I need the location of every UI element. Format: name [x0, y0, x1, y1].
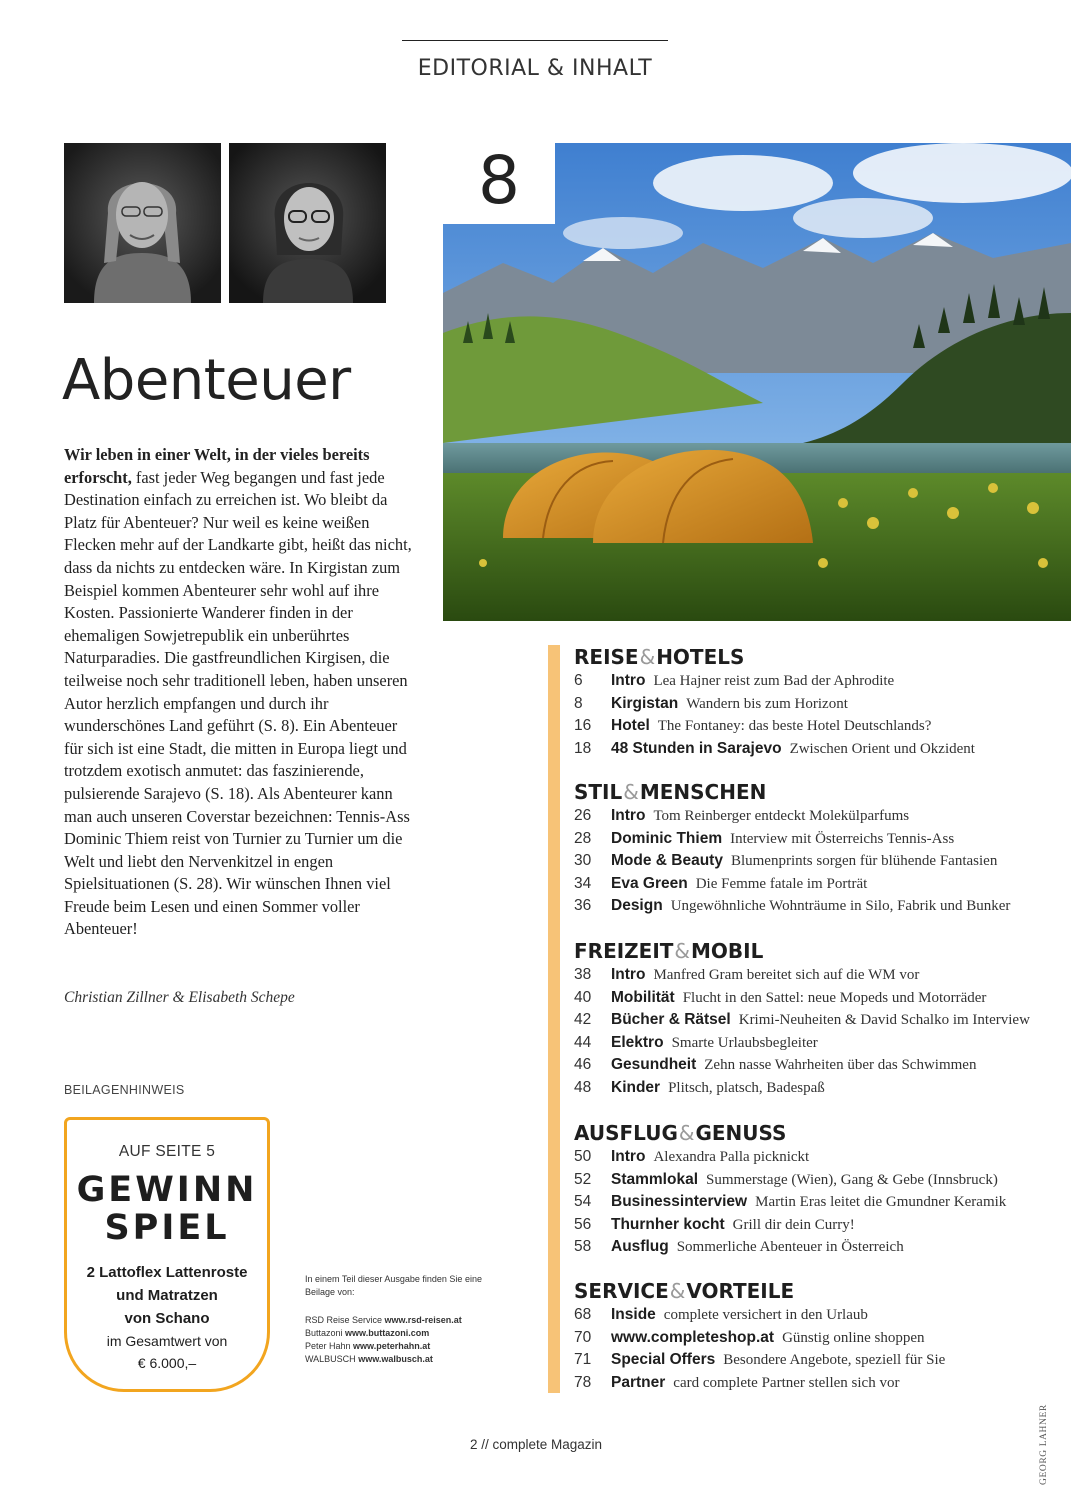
toc-heading-amp: & — [639, 645, 656, 669]
toc-entry[interactable] — [574, 1329, 945, 1352]
toc-section-stil-menschen — [574, 780, 1010, 920]
editorial-lead: Wir leben in einer Welt, in der vieles bereits erforscht, — [64, 445, 370, 487]
promo-prize-line2: und Matratzen — [116, 1287, 218, 1304]
toc-entry-title: Bücher & Rätsel — [611, 1011, 731, 1029]
toc-entry-desc: Summerstage (Wien), Gang & Gebe (Innsbruck) — [706, 1171, 998, 1188]
toc-page-number: 40 — [574, 988, 592, 1006]
toc-entry-desc: Lea Hajner reist zum Bad der Aphrodite — [653, 673, 895, 689]
toc-entry[interactable] — [574, 1056, 1030, 1079]
toc-entry-title: 48 Stunden in Sarajevo — [611, 739, 782, 757]
toc-entry-desc: Grill dir dein Curry! — [732, 1216, 855, 1233]
toc-entry-title: Stammlokal — [611, 1170, 699, 1188]
toc-page-number: 68 — [574, 1306, 592, 1323]
toc-page-number: 38 — [574, 966, 592, 983]
toc-heading-amp: & — [674, 939, 691, 963]
editorial-body — [64, 444, 416, 941]
toc-entry[interactable] — [574, 1034, 1030, 1057]
toc-entry-desc: Tom Reinberger entdeckt Molekülparfums — [653, 808, 910, 824]
toc-page-number: 26 — [574, 807, 592, 824]
toc-entry-title: Elektro — [611, 1033, 664, 1051]
toc-entry-desc: Manfred Gram bereitet sich auf die WM vor — [653, 967, 920, 983]
toc-entry[interactable] — [574, 740, 975, 763]
toc-entry-desc: Günstig online shoppen — [782, 1329, 925, 1346]
toc-entry-desc: Plitsch, platsch, Badespaß — [668, 1079, 825, 1096]
insert-name: Buttazoni — [305, 1328, 343, 1338]
toc-section-reise-hotels — [574, 645, 975, 762]
toc-page-number: 50 — [574, 1148, 592, 1165]
toc-page-number: 6 — [574, 672, 583, 689]
toc-accent-bar — [548, 645, 560, 1393]
toc-entry-title: Kinder — [611, 1078, 661, 1096]
editorial-signature: Christian Zillner & Elisabeth Schepe — [64, 989, 295, 1006]
toc-entry[interactable] — [574, 852, 1010, 875]
toc-page-number: 28 — [574, 829, 592, 847]
promo-title-line1: GEWINN — [76, 1170, 258, 1210]
toc-page-number: 46 — [574, 1056, 592, 1074]
toc-entry-desc: complete versichert in den Urlaub — [663, 1307, 868, 1323]
toc-entry-desc: Ungewöhnliche Wohnträume in Silo, Fabrik und Bunker — [670, 898, 1011, 915]
toc-entry-title: www.completeshop.at — [611, 1328, 775, 1346]
header-rule — [402, 40, 668, 41]
toc-entry[interactable] — [574, 1216, 1006, 1239]
toc-section-heading — [574, 780, 1010, 804]
toc-section-service-vorteile — [574, 1279, 945, 1396]
toc-entry[interactable] — [574, 897, 1010, 920]
toc-entry[interactable] — [574, 1374, 945, 1397]
toc-page-number: 78 — [574, 1373, 592, 1391]
toc-entry-desc: Flucht in den Sattel: neue Mopeds und Motorräder — [682, 989, 987, 1006]
toc-heading-first: STIL — [574, 780, 623, 804]
insert-line — [305, 1353, 495, 1366]
toc-page-number: 16 — [574, 717, 592, 735]
promo-title — [67, 1171, 267, 1247]
toc-heading-second: GENUSS — [695, 1121, 787, 1145]
toc-page-number: 70 — [574, 1328, 592, 1346]
toc-heading-first: AUSFLUG — [574, 1121, 678, 1145]
toc-entry[interactable] — [574, 1171, 1006, 1194]
toc-entry-desc: Martin Eras leitet die Gmundner Keramik — [755, 1194, 1007, 1211]
promo-prize-line3: von Schano — [124, 1310, 210, 1327]
insert-name: WALBUSCH — [305, 1354, 356, 1364]
toc-entry[interactable] — [574, 695, 975, 718]
toc-section-heading — [574, 939, 1030, 963]
toc-entry-title: Eva Green — [611, 874, 688, 892]
toc-entry[interactable] — [574, 1193, 1006, 1216]
toc-entry[interactable] — [574, 1306, 945, 1329]
toc-page-number: 52 — [574, 1170, 592, 1188]
insert-url-link[interactable]: www.walbusch.at — [358, 1354, 433, 1364]
page-footer: 2 // complete Magazin — [469, 1437, 603, 1452]
toc-entry[interactable] — [574, 1079, 1030, 1102]
toc-heading-first: REISE — [574, 645, 639, 669]
feature-page-number: 8 — [443, 143, 555, 224]
insert-line — [305, 1314, 495, 1327]
insert-intro: In einem Teil dieser Ausgabe finden Sie eine Beilage von: — [305, 1274, 482, 1297]
toc-entry-desc: card complete Partner stellen sich vor — [673, 1374, 900, 1391]
promo-prize-line1: 2 Lattoflex Lattenroste — [86, 1264, 248, 1281]
portrait-christian-zillner — [64, 143, 221, 303]
toc-entry-title: Ausflug — [611, 1238, 669, 1256]
toc-entry-title: Dominic Thiem — [611, 829, 723, 847]
toc-page-number: 58 — [574, 1238, 592, 1256]
toc-entry[interactable] — [574, 672, 975, 695]
toc-page-number: 8 — [574, 694, 583, 712]
toc-entry-title: Thurnher kocht — [611, 1215, 725, 1233]
beilagen-label: BEILAGENHINWEIS — [64, 1083, 185, 1097]
toc-entry[interactable] — [574, 1238, 1006, 1261]
insert-url-link[interactable]: www.peterhahn.at — [353, 1341, 431, 1351]
toc-page-number: 54 — [574, 1193, 592, 1211]
toc-entry-desc: Zehn nasse Wahrheiten über das Schwimmen — [704, 1057, 977, 1074]
insert-url-link[interactable]: www.rsd-reisen.at — [384, 1315, 462, 1325]
toc-heading-second: MOBIL — [691, 939, 764, 963]
editorial-heading: Abenteuer — [62, 348, 351, 413]
toc-page-number: 44 — [574, 1033, 592, 1051]
toc-entry-desc: Besondere Angebote, speziell für Sie — [723, 1352, 946, 1369]
toc-heading-second: HOTELS — [656, 645, 745, 669]
toc-entry-desc: Interview mit Österreichs Tennis-Ass — [730, 830, 955, 847]
promo-value-line1: im Gesamtwert von — [106, 1333, 228, 1349]
toc-heading-amp: & — [669, 1279, 686, 1303]
toc-entry-title: Design — [611, 897, 663, 915]
toc-entry-title: Gesundheit — [611, 1056, 697, 1074]
toc-page-number: 56 — [574, 1215, 592, 1233]
promo-title-line2: SPIEL — [104, 1208, 230, 1248]
insert-name: Peter Hahn — [305, 1341, 351, 1351]
editorial-text: fast jeder Weg begangen und fast jede Destination einfach zu erreichen ist. Wo bleibt da Platz für Abenteuer? Nur weil es keine weißen Flecken mehr auf der Landkarte gibt, heißt das nicht, dass da nichts zu entdecken wäre. In Kirgistan zum Beispiel kommen Abenteurer sehr wohl auf ihre Kosten. Passionierte Wanderer finden in der ehemaligen Sowjetrepublik ein unberührtes Naturparadies. Die gastfreundlichen Kirgisen, die teilweise noch sehr traditionell leben, haben unseren Autor herzlich empfangen und durch ihr wunderschönes Land geführt (S. 8). Ein Abenteuer für sich ist eine Stadt, die mitten in Europa liegt und trotzdem exotisch anmutet: das faszinierende, pulsierende Sarajevo (S. 18). Als Abenteurer kann man auch unseren Coverstar bezeichnen: Tennis-Ass Dominic Thiem reist von Turnier zu Turnier um die Welt und liebt den Nervenkitzel in engen Spielsituationen (S. 28). Wir wünschen Ihnen viel Freude beim Lesen und einen Sommer voller Abenteuer! — [64, 467, 412, 939]
toc-page-number: 36 — [574, 897, 592, 915]
promo-page-ref: AUF SEITE 5 — [118, 1143, 216, 1160]
toc-entry[interactable] — [574, 830, 1010, 853]
toc-entry-title: Hotel — [611, 717, 650, 735]
gewinnspiel-promo-box — [64, 1117, 270, 1392]
toc-entry-desc: Sommerliche Abenteuer in Österreich — [676, 1239, 904, 1256]
toc-entry[interactable] — [574, 807, 1010, 830]
toc-heading-amp: & — [623, 780, 639, 804]
toc-page-number: 42 — [574, 1011, 592, 1029]
toc-entry-desc: Wandern bis zum Horizont — [686, 695, 848, 712]
photo-credit — [1039, 1395, 1051, 1485]
toc-page-number: 18 — [574, 739, 592, 757]
toc-entry-desc: Alexandra Palla picknickt — [653, 1149, 810, 1165]
insert-info — [305, 1273, 495, 1366]
toc-entry-title: Intro — [611, 966, 646, 983]
toc-entry-title: Intro — [611, 1148, 646, 1165]
toc-section-heading — [574, 1121, 1006, 1145]
toc-heading-first: SERVICE — [574, 1279, 669, 1303]
promo-value-line2: € 6.000,– — [137, 1355, 197, 1371]
toc-entry-desc: Blumenprints sorgen für blühende Fantasien — [730, 853, 998, 870]
toc-entry-title: Kirgistan — [611, 694, 679, 712]
promo-prize — [67, 1261, 267, 1330]
toc-entry-desc: Krimi-Neuheiten & David Schalko im Interview — [738, 1012, 1030, 1029]
insert-url-link[interactable]: www.buttazoni.com — [345, 1328, 430, 1338]
insert-line — [305, 1327, 495, 1340]
toc-section-freizeit-mobil — [574, 939, 1030, 1102]
toc-entry[interactable] — [574, 1011, 1030, 1034]
insert-line — [305, 1340, 495, 1353]
toc-entry[interactable] — [574, 966, 1030, 989]
page-header-title: EDITORIAL & INHALT — [417, 56, 653, 81]
toc-page-number: 30 — [574, 852, 592, 870]
toc-page-number: 34 — [574, 874, 592, 892]
toc-heading-second: VORTEILE — [686, 1279, 795, 1303]
toc-entry-title: Mobilität — [611, 988, 675, 1006]
toc-entry-title: Inside — [611, 1306, 656, 1323]
toc-entry-title: Intro — [611, 672, 646, 689]
toc-section-heading — [574, 645, 975, 669]
toc-entry-title: Mode & Beauty — [611, 852, 723, 870]
toc-entry[interactable] — [574, 989, 1030, 1012]
photo-credit-text: GEORG LAHNER — [1039, 1404, 1049, 1485]
toc-entry[interactable] — [574, 875, 1010, 898]
toc-entry[interactable] — [574, 1148, 1006, 1171]
toc-entry-desc: Die Femme fatale im Porträt — [695, 875, 868, 892]
toc-entry-desc: The Fontaney: das beste Hotel Deutschlands? — [657, 718, 932, 735]
toc-entry[interactable] — [574, 717, 975, 740]
toc-section-ausflug-genuss — [574, 1121, 1006, 1261]
toc-heading-second: MENSCHEN — [639, 780, 767, 804]
toc-entry-title: Special Offers — [611, 1351, 716, 1369]
toc-entry-title: Intro — [611, 807, 646, 824]
toc-entry[interactable] — [574, 1351, 945, 1374]
promo-value — [67, 1330, 267, 1374]
toc-page-number: 48 — [574, 1078, 592, 1096]
toc-heading-first: FREIZEIT — [574, 939, 674, 963]
toc-heading-amp: & — [678, 1121, 695, 1145]
portrait-elisabeth-schepe — [229, 143, 386, 303]
toc-entry-desc: Zwischen Orient und Okzident — [789, 740, 975, 757]
toc-page-number: 71 — [574, 1351, 592, 1369]
toc-section-heading — [574, 1279, 945, 1303]
toc-entry-title: Partner — [611, 1373, 666, 1391]
insert-name: RSD Reise Service — [305, 1315, 383, 1325]
toc-entry-title: Businessinterview — [611, 1193, 748, 1211]
toc-entry-desc: Smarte Urlaubsbegleiter — [671, 1034, 818, 1051]
